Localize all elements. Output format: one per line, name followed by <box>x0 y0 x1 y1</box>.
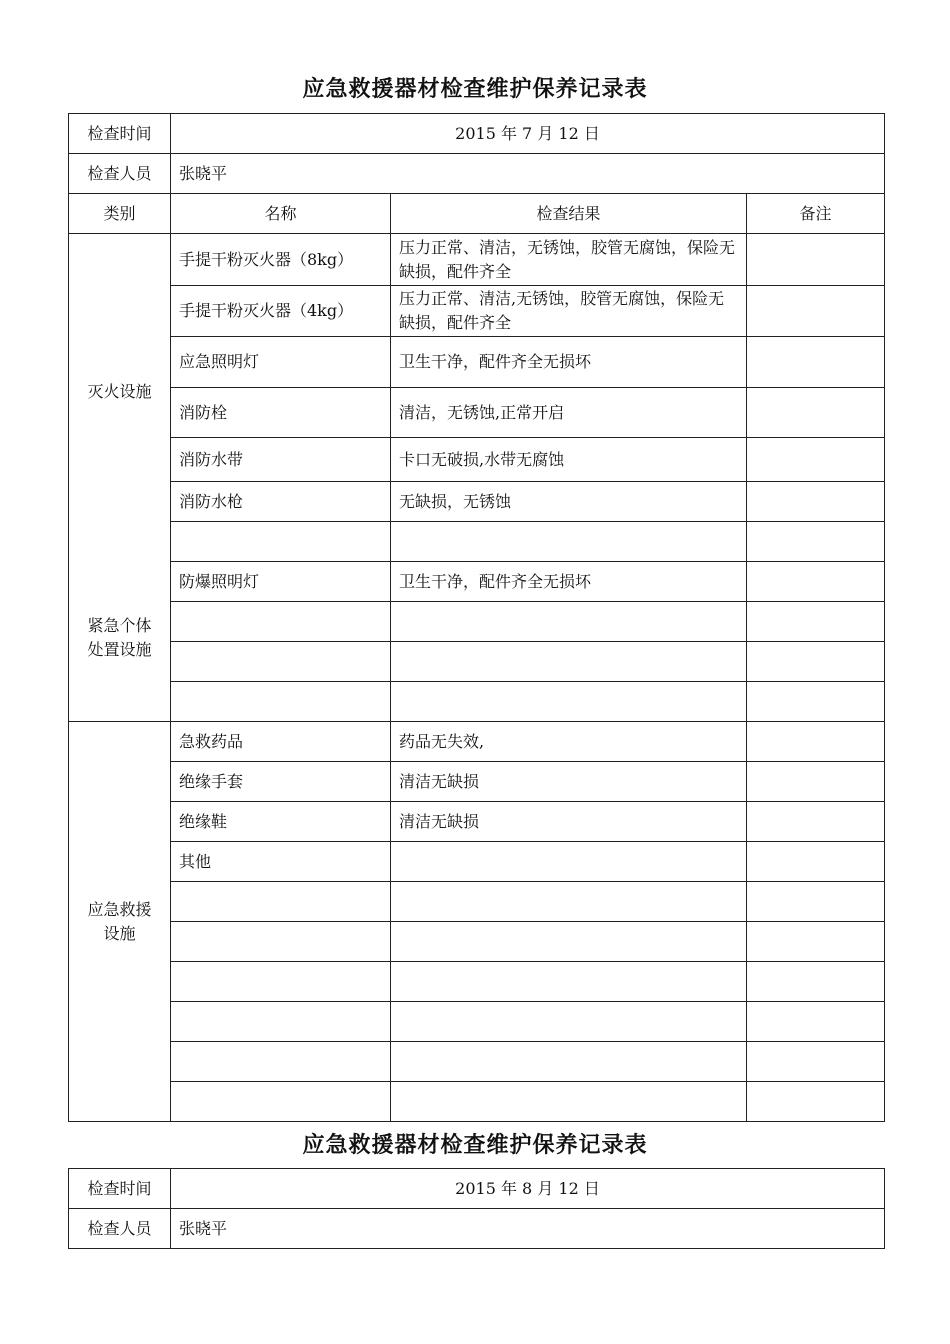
item-result <box>391 962 747 1002</box>
inspector-label: 检查人员 <box>69 1209 171 1249</box>
item-remark <box>747 962 885 1002</box>
inspect-time-label: 检查时间 <box>69 1169 171 1209</box>
table-row <box>69 882 885 922</box>
item-remark <box>747 388 885 438</box>
form-title-second: 应急救援器材检查维护保养记录表 <box>302 1133 648 1158</box>
item-result: 药品无失效, <box>391 722 747 762</box>
item-result: 卫生干净，配件齐全无损坏 <box>391 337 747 388</box>
table-row <box>69 722 885 762</box>
category-personal-line1: 紧急个体 <box>87 616 152 635</box>
item-result <box>391 602 747 642</box>
table-row <box>69 562 885 602</box>
item-name <box>171 642 391 682</box>
inspect-time-row <box>69 114 885 154</box>
item-remark <box>747 682 885 722</box>
table-row <box>69 522 885 562</box>
item-name <box>171 882 391 922</box>
category-personal-line2: 处置设施 <box>87 640 152 659</box>
inspector-row <box>69 154 885 194</box>
item-remark <box>747 562 885 602</box>
table-row <box>69 1042 885 1082</box>
table-row <box>69 286 885 337</box>
table-row <box>69 602 885 642</box>
item-result <box>391 882 747 922</box>
item-name: 防爆照明灯 <box>171 562 391 602</box>
category-fire: 灭火设施 <box>87 382 152 401</box>
item-remark <box>747 882 885 922</box>
table-row <box>69 642 885 682</box>
item-remark <box>747 922 885 962</box>
inspector-row <box>69 1209 885 1249</box>
item-result <box>391 842 747 882</box>
item-result: 压力正常、清洁,无锈蚀，胶管无腐蚀，保险无缺损，配件齐全 <box>391 286 747 337</box>
table-row <box>69 962 885 1002</box>
item-name <box>171 682 391 722</box>
item-remark <box>747 642 885 682</box>
item-remark <box>747 1002 885 1042</box>
table-row <box>69 762 885 802</box>
item-name: 消防栓 <box>171 388 391 438</box>
item-name <box>171 1082 391 1122</box>
item-result <box>391 642 747 682</box>
item-remark <box>747 234 885 286</box>
item-remark <box>747 842 885 882</box>
item-result: 压力正常、清洁，无锈蚀，胶管无腐蚀，保险无缺损，配件齐全 <box>391 234 747 286</box>
item-result <box>391 682 747 722</box>
header-row <box>69 194 885 234</box>
item-name: 手提干粉灭火器（8kg） <box>171 234 391 286</box>
table-row <box>69 388 885 438</box>
item-result <box>391 1082 747 1122</box>
header-remark: 备注 <box>747 194 885 234</box>
item-name: 应急照明灯 <box>171 337 391 388</box>
table-row <box>69 438 885 482</box>
item-name: 消防水带 <box>171 438 391 482</box>
header-result: 检查结果 <box>391 194 747 234</box>
item-result <box>391 1042 747 1082</box>
category-rescue-line1: 应急救援 <box>87 899 152 919</box>
item-result <box>391 1002 747 1042</box>
item-name: 手提干粉灭火器（4kg） <box>171 286 391 337</box>
inspector-value: 张晓平 <box>171 1209 885 1249</box>
inspect-time-row <box>69 1169 885 1209</box>
item-name <box>171 522 391 562</box>
item-name <box>171 1002 391 1042</box>
item-name: 消防水枪 <box>171 482 391 522</box>
item-name: 其他 <box>171 842 391 882</box>
table-row <box>69 337 885 388</box>
item-result: 卫生干净，配件齐全无损坏 <box>391 562 747 602</box>
table-row <box>69 1002 885 1042</box>
table-row <box>69 234 885 286</box>
item-remark <box>747 802 885 842</box>
header-category: 类别 <box>69 194 171 234</box>
item-remark <box>747 482 885 522</box>
inspector-label: 检查人员 <box>69 154 171 194</box>
item-result <box>391 522 747 562</box>
inspect-time-label: 检查时间 <box>69 114 171 154</box>
item-result <box>391 922 747 962</box>
category-personal <box>69 614 170 662</box>
category-cell-fire-personal <box>69 234 171 722</box>
item-remark <box>747 602 885 642</box>
item-name <box>171 962 391 1002</box>
table-row <box>69 482 885 522</box>
item-remark <box>747 522 885 562</box>
item-remark <box>747 438 885 482</box>
inspect-time-value: 2015 年 8 月 12 日 <box>171 1169 885 1209</box>
header-name: 名称 <box>171 194 391 234</box>
item-result: 无缺损，无锈蚀 <box>391 482 747 522</box>
item-result: 清洁无缺损 <box>391 802 747 842</box>
inspect-time-value: 2015 年 7 月 12 日 <box>171 114 885 154</box>
category-cell-rescue <box>69 722 171 1122</box>
item-name <box>171 1042 391 1082</box>
item-remark <box>747 1082 885 1122</box>
item-remark <box>747 722 885 762</box>
table-row <box>69 682 885 722</box>
form-title: 应急救援器材检查维护保养记录表 <box>302 77 648 102</box>
table-row <box>69 1082 885 1122</box>
item-remark <box>747 1042 885 1082</box>
item-name: 急救药品 <box>171 722 391 762</box>
item-result: 清洁，无锈蚀,正常开启 <box>391 388 747 438</box>
item-name: 绝缘手套 <box>171 762 391 802</box>
inspection-record-table <box>68 113 885 1122</box>
table-row <box>69 842 885 882</box>
inspector-value: 张晓平 <box>171 154 885 194</box>
item-remark <box>747 762 885 802</box>
item-name <box>171 602 391 642</box>
item-result: 卡口无破损,水带无腐蚀 <box>391 438 747 482</box>
item-remark <box>747 286 885 337</box>
item-remark <box>747 337 885 388</box>
table-row <box>69 922 885 962</box>
inspection-record-table-second <box>68 1168 885 1249</box>
category-rescue-line2: 设施 <box>103 923 136 943</box>
item-name: 绝缘鞋 <box>171 802 391 842</box>
table-row <box>69 802 885 842</box>
item-name <box>171 922 391 962</box>
item-result: 清洁无缺损 <box>391 762 747 802</box>
